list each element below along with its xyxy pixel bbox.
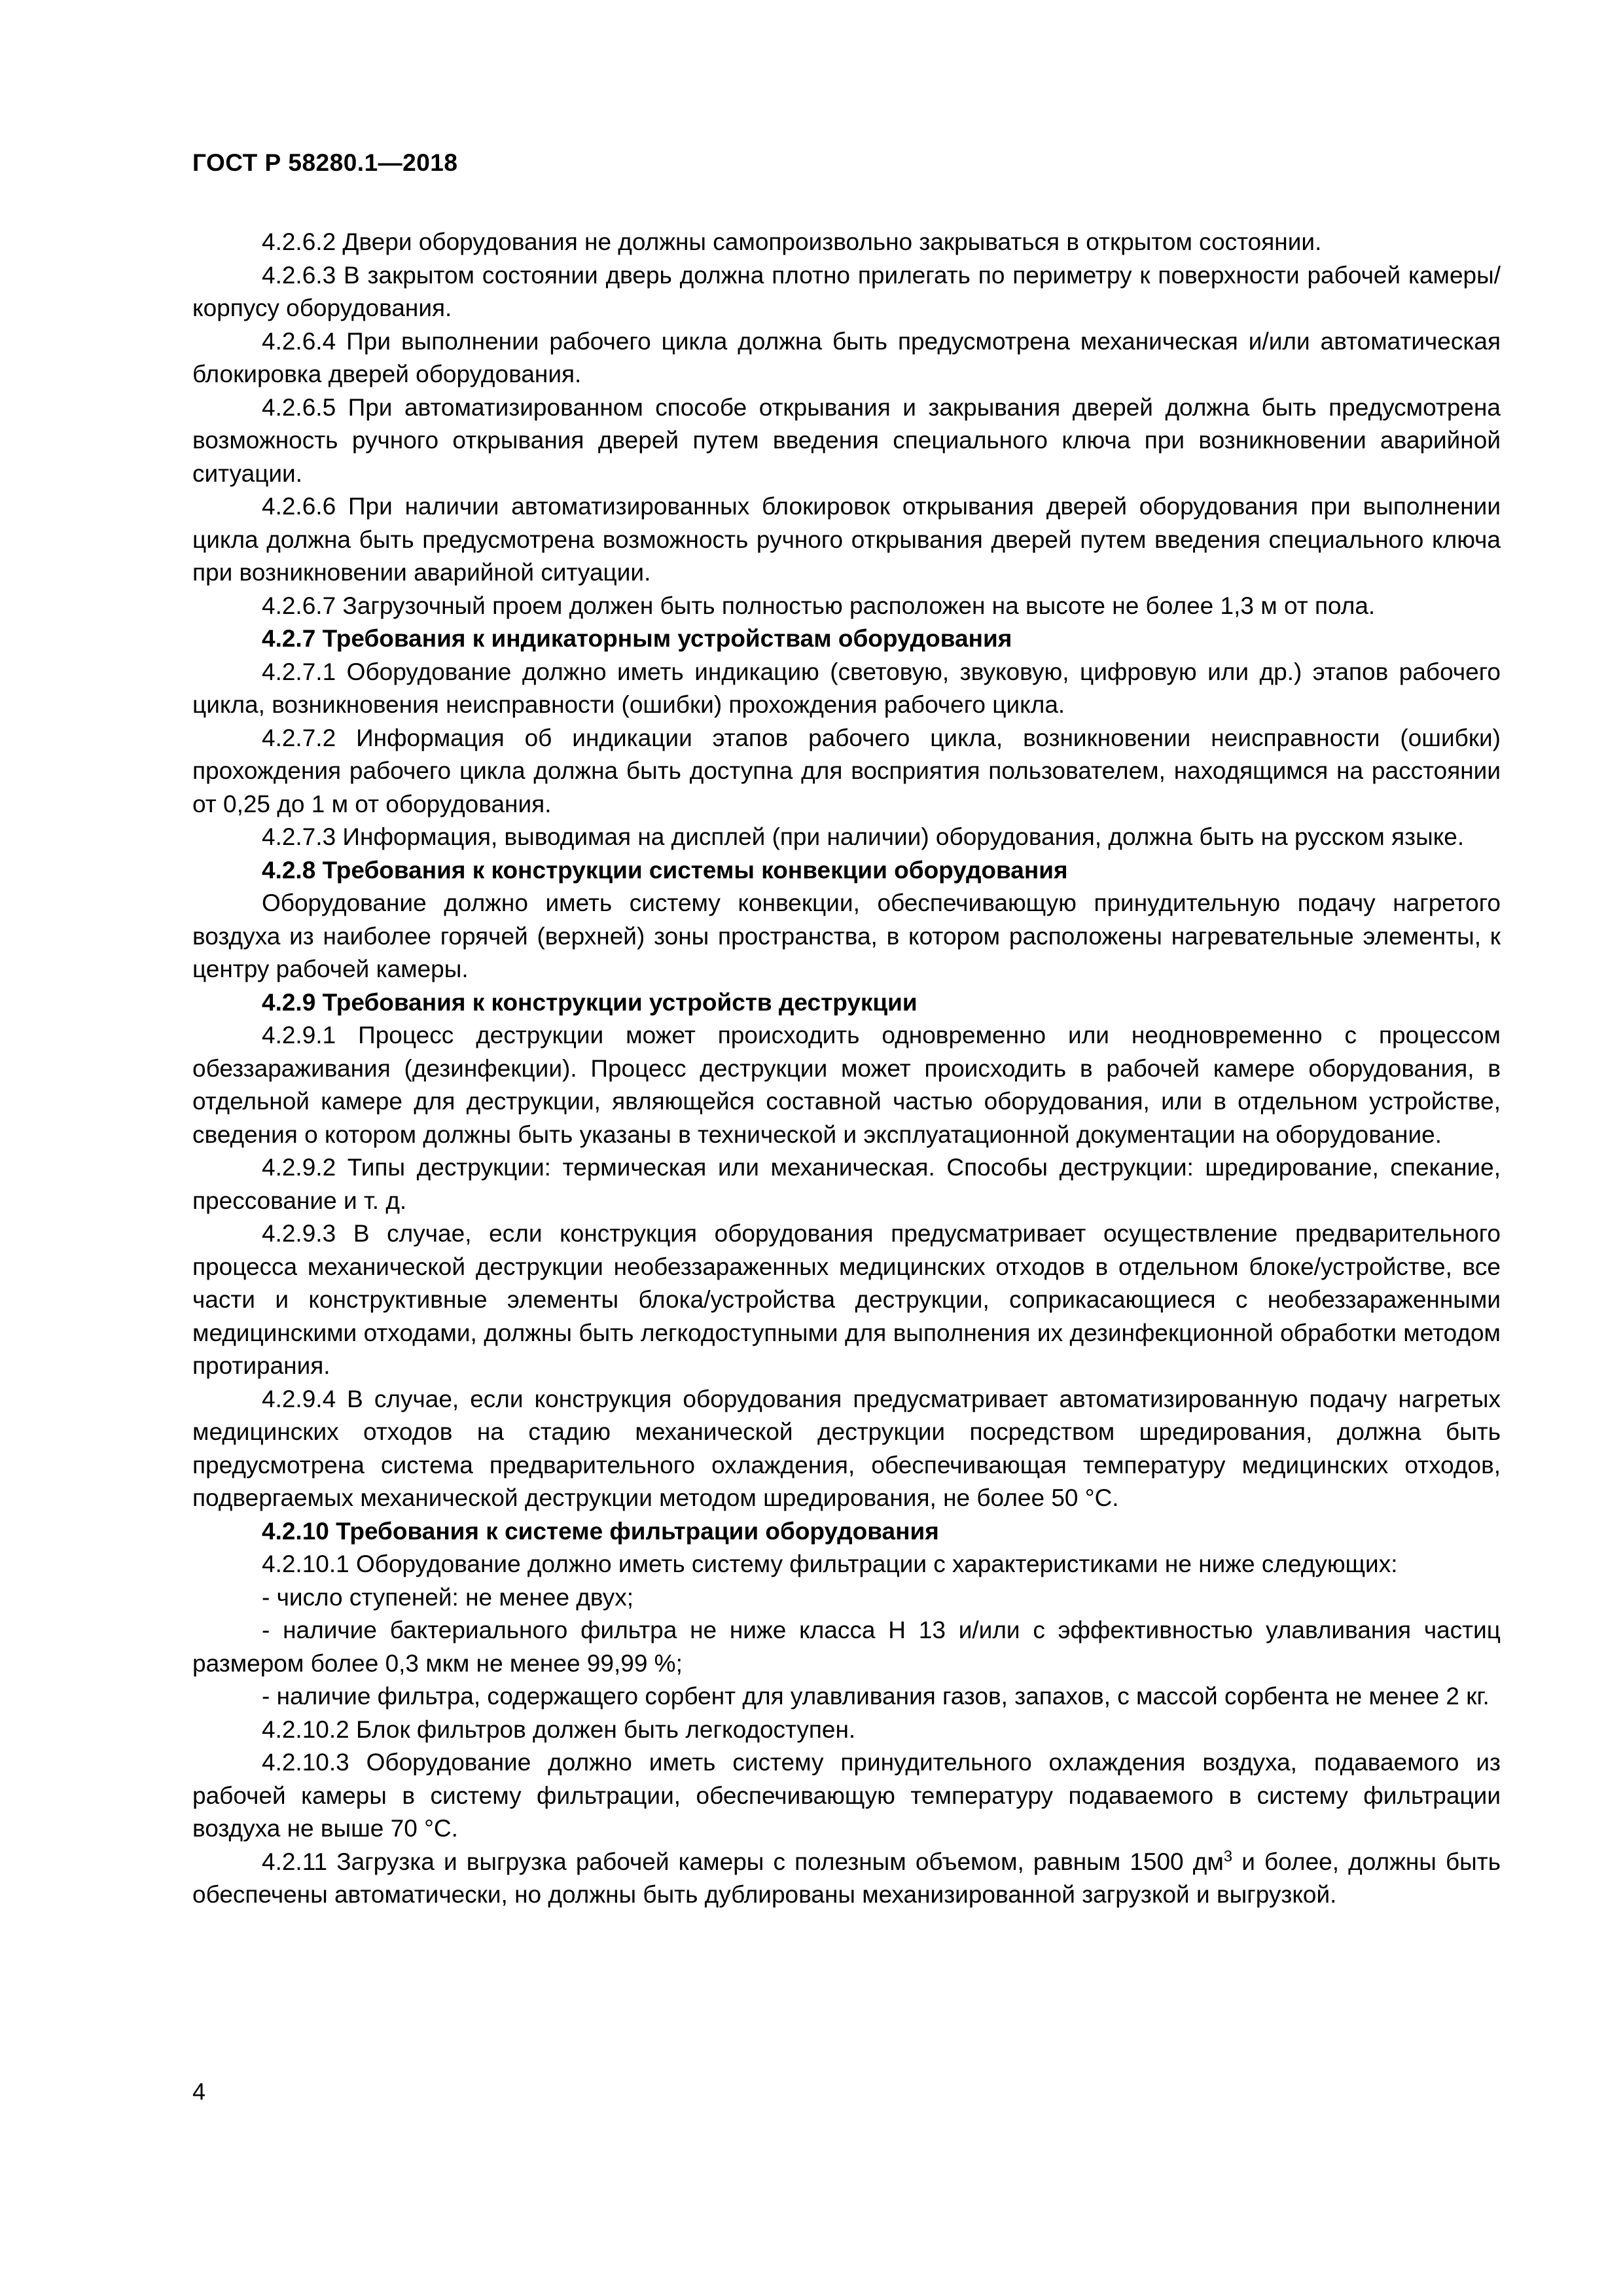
paragraph: 4.2.6.3 В закрытом состоянии дверь должна плотно прилегать по периметру к поверхности рабочей камеры/корпусу оборудования. [192,261,1501,321]
paragraph: 4.2.6.2 Двери оборудования не должны самопроизвольно закрываться в открытом состоянии. [262,228,1322,255]
paragraph: 4.2.9.1 Процесс деструкции может происходить одновременно или неодновременно с процессом обеззараживания (дезинфекции). Процесс деструкции может происходить в рабочей камере оборудования, в отдельной камере для деструкции, являющейся составной частью оборудования, или в отдельном устройстве, сведения о котором должны быть указаны в технической и эксплуатационной документации на оборудование. [192,1022,1501,1148]
paragraph: 4.2.6.7 Загрузочный проем должен быть полностью расположен на высоте не более 1,3 м от пола. [262,592,1376,619]
list-item: - наличие фильтра, содержащего сорбент для улавливания газов, запахов, с массой сорбента не менее 2 кг. [262,1683,1489,1710]
paragraph: 4.2.9.3 В случае, если конструкция оборудования предусматривает осуществление предварительного процесса механической деструкции необеззараженных медицинских отходов в отдельном блоке/устройстве, все части и конструктивные элементы блока/устройства деструкции, соприкасающиеся с необеззараженными медицинскими отходами, должны быть легкодоступными для выполнения их дезинфекционной обработки методом протирания. [192,1220,1501,1379]
section-heading: 4.2.10 Требования к системе фильтрации оборудования [262,1517,939,1545]
list-item: - наличие бактериального фильтра не ниже класса Н 13 и/или с эффективностью улавливания частиц размером более 0,3 мкм не менее 99,99 %; [192,1617,1501,1677]
paragraph: 4.2.10.2 Блок фильтров должен быть легкодоступен. [262,1715,856,1743]
document-body [192,226,1501,1912]
paragraph: 4.2.6.5 При автоматизированном способе открывания и закрывания дверей должна быть предусмотрена возможность ручного открывания дверей путем введения специального ключа при возникновении аварийной ситуации. [192,393,1501,487]
paragraph: 4.2.7.3 Информация, выводимая на дисплей (при наличии) оборудования, должна быть на русском языке. [262,823,1465,850]
paragraph: 4.2.10.3 Оборудование должно иметь систему принудительного охлаждения воздуха, подаваемого из рабочей камеры в систему фильтрации, обеспечивающую температуру подаваемого в систему фильтрации воздуха не выше 70 °С. [192,1749,1501,1842]
paragraph: 4.2.9.4 В случае, если конструкция оборудования предусматривает автоматизированную подачу нагретых медицинских отходов на стадию механической деструкции посредством шредирования, должна быть предусмотрена система предварительного охлаждения, обеспечивающая температуру медицинских отходов, подвергаемых механической деструкции методом шредирования, не более 50 °С. [192,1385,1501,1511]
section-heading: 4.2.7 Требования к индикаторным устройствам оборудования [262,625,1012,652]
paragraph: 4.2.7.2 Информация об индикации этапов рабочего цикла, возникновении неисправности (ошибки) прохождения рабочего цикла должна быть доступна для восприятия пользователем, находящимся на расстоянии от 0,25 до 1 м от оборудования. [192,724,1501,817]
paragraph: 4.2.10.1 Оборудование должно иметь систему фильтрации с характеристиками не ниже следующих: [262,1551,1398,1577]
section-heading: 4.2.9 Требования к конструкции устройств деструкции [262,988,918,1016]
superscript: 3 [1223,1847,1233,1865]
paragraph: 4.2.9.2 Типы деструкции: термическая или механическая. Способы деструкции: шредирование, спекание, прессование и т. д. [192,1154,1501,1214]
section-heading: 4.2.8 Требования к конструкции системы конвекции оборудования [262,856,1068,884]
paragraph-text: 4.2.11 Загрузка и выгрузка рабочей камеры с полезным объемом, равным 1500 дм [262,1848,1224,1875]
list-item: - число ступеней: не менее двух; [262,1583,634,1611]
paragraph: 4.2.6.6 При наличии автоматизированных блокировок открывания дверей оборудования при выполнении цикла должна быть предусмотрена возможность ручного открывания дверей путем введения специального ключа при возникновении аварийной ситуации. [192,493,1501,586]
document-header: ГОСТ Р 58280.1—2018 [192,149,458,176]
paragraph: 4.2.6.4 При выполнении рабочего цикла должна быть предусмотрена механическая и/или автоматическая блокировка дверей оборудования. [192,327,1501,387]
paragraph [192,1846,1501,1912]
paragraph-text: и более, должны быть обеспечены автоматически, но должны быть дублированы механизированной загрузкой и выгрузкой. [192,1848,1501,1908]
paragraph: 4.2.7.1 Оборудование должно иметь индикацию (световую, звуковую, цифровую или др.) этапов рабочего цикла, возникновения неисправности (ошибки) прохождения рабочего цикла. [192,658,1501,718]
paragraph: Оборудование должно иметь систему конвекции, обеспечивающую принудительную подачу нагретого воздуха из наиболее горячей (верхней) зоны пространства, в котором расположены нагревательные элементы, к центру рабочей камеры. [192,889,1501,982]
page-number: 4 [192,2078,206,2105]
